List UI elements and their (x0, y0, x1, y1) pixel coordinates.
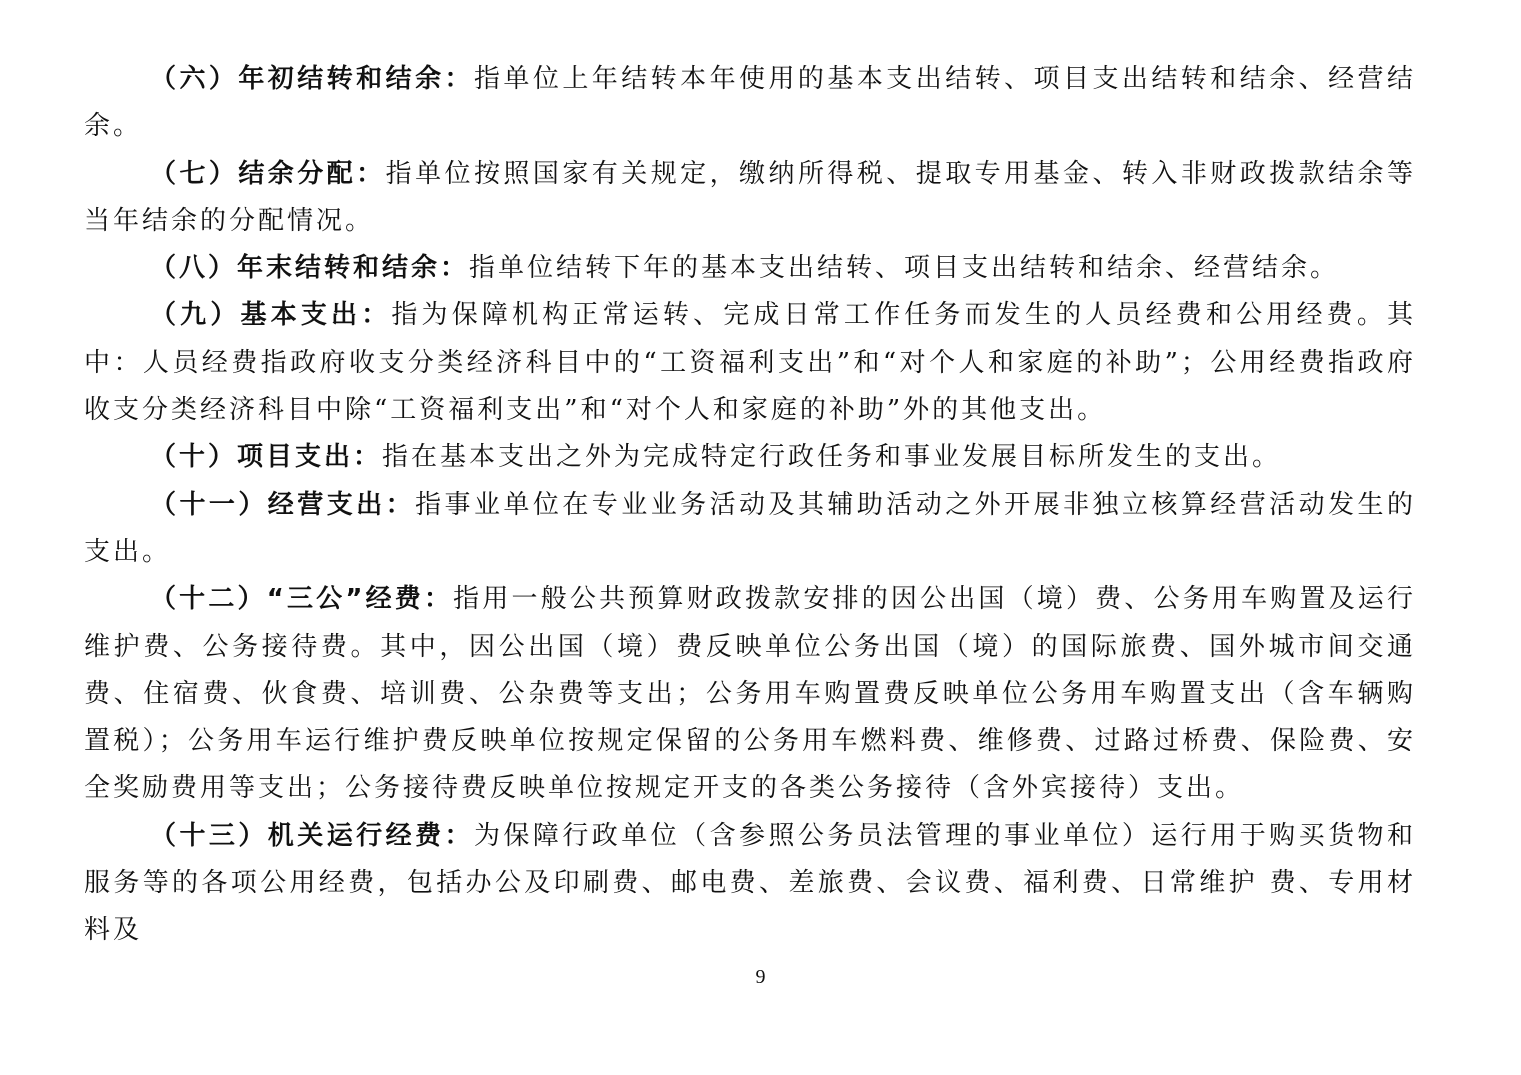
paragraph-project-expenditure (84, 434, 1416, 481)
paragraph-surplus-distribution (84, 151, 1416, 246)
page-number: 9 (755, 966, 766, 988)
paragraph-basic-expenditure (84, 292, 1416, 434)
term-heading: （八）年末结转和结余： (150, 253, 470, 284)
term-definition: 指单位按照国家有关规定，缴纳所得税、提取专用基金、转入非财政拨款结余等当年结余的分配情况。 (84, 158, 1416, 236)
term-definition: 指事业单位在专业业务活动及其辅助活动之外开展非独立核算经营活动发生的支出。 (84, 489, 1416, 567)
term-definition: 指用一般公共预算财政拨款安排的因公出国（境）费、公务用车购置及运行维护费、公务接待费。其中，因公出国（境）费反映单位公务出国（境）的国际旅费、国外城市间交通费、住宿费、伙食费、培训费、公杂费等支出；公务用车购置费反映单位公务用车购置支出（含车辆购置税）；公务用车运行维护费反映单位按规定保留的公务用车燃料费、维修费、过路过桥费、保险费、安全奖励费用等支出；公务接待费反映单位按规定开支的各类公务接待（含外宾接待）支出。 (84, 584, 1416, 804)
term-heading: （七）结余分配： (150, 158, 386, 189)
term-definition: 指单位上年结转本年使用的基本支出结转、项目支出结转和结余、经营结余。 (84, 64, 1416, 142)
document-body (84, 56, 1416, 955)
term-heading: （十）项目支出： (150, 442, 383, 473)
term-heading: （九）基本支出： (150, 300, 392, 331)
term-definition: 指为保障机构正常运转、完成日常工作任务而发生的人员经费和公用经费。其中：人员经费指政府收支分类经济科目中的“工资福利支出”和“对个人和家庭的补助”；公用经费指政府收支分类经济科目中除“工资福利支出”和“对个人和家庭的补助”外的其他支出。 (84, 300, 1416, 426)
term-definition: 指单位结转下年的基本支出结转、项目支出结转和结余、经营结余。 (469, 253, 1340, 284)
paragraph-operating-expenditure (84, 482, 1416, 577)
paragraph-carryover-end (84, 245, 1416, 292)
paragraph-carryover-beginning (84, 56, 1416, 151)
term-definition: 为保障行政单位（含参照公务员法管理的事业单位）运行用于购买货物和服务等的各项公用经费，包括办公及印刷费、邮电费、差旅费、会议费、福利费、日常维护 费、专用材料及 (84, 820, 1416, 946)
term-definition: 指在基本支出之外为完成特定行政任务和事业发展目标所发生的支出。 (382, 442, 1282, 473)
paragraph-agency-operating-costs (84, 813, 1416, 955)
term-heading: （十一）经营支出： (150, 489, 416, 520)
term-heading: （六）年初结转和结余： (150, 64, 474, 94)
paragraph-three-public-expenses (84, 576, 1416, 812)
term-heading: （十二）“三公”经费： (150, 584, 454, 615)
term-heading: （十三）机关运行经费： (150, 820, 474, 851)
